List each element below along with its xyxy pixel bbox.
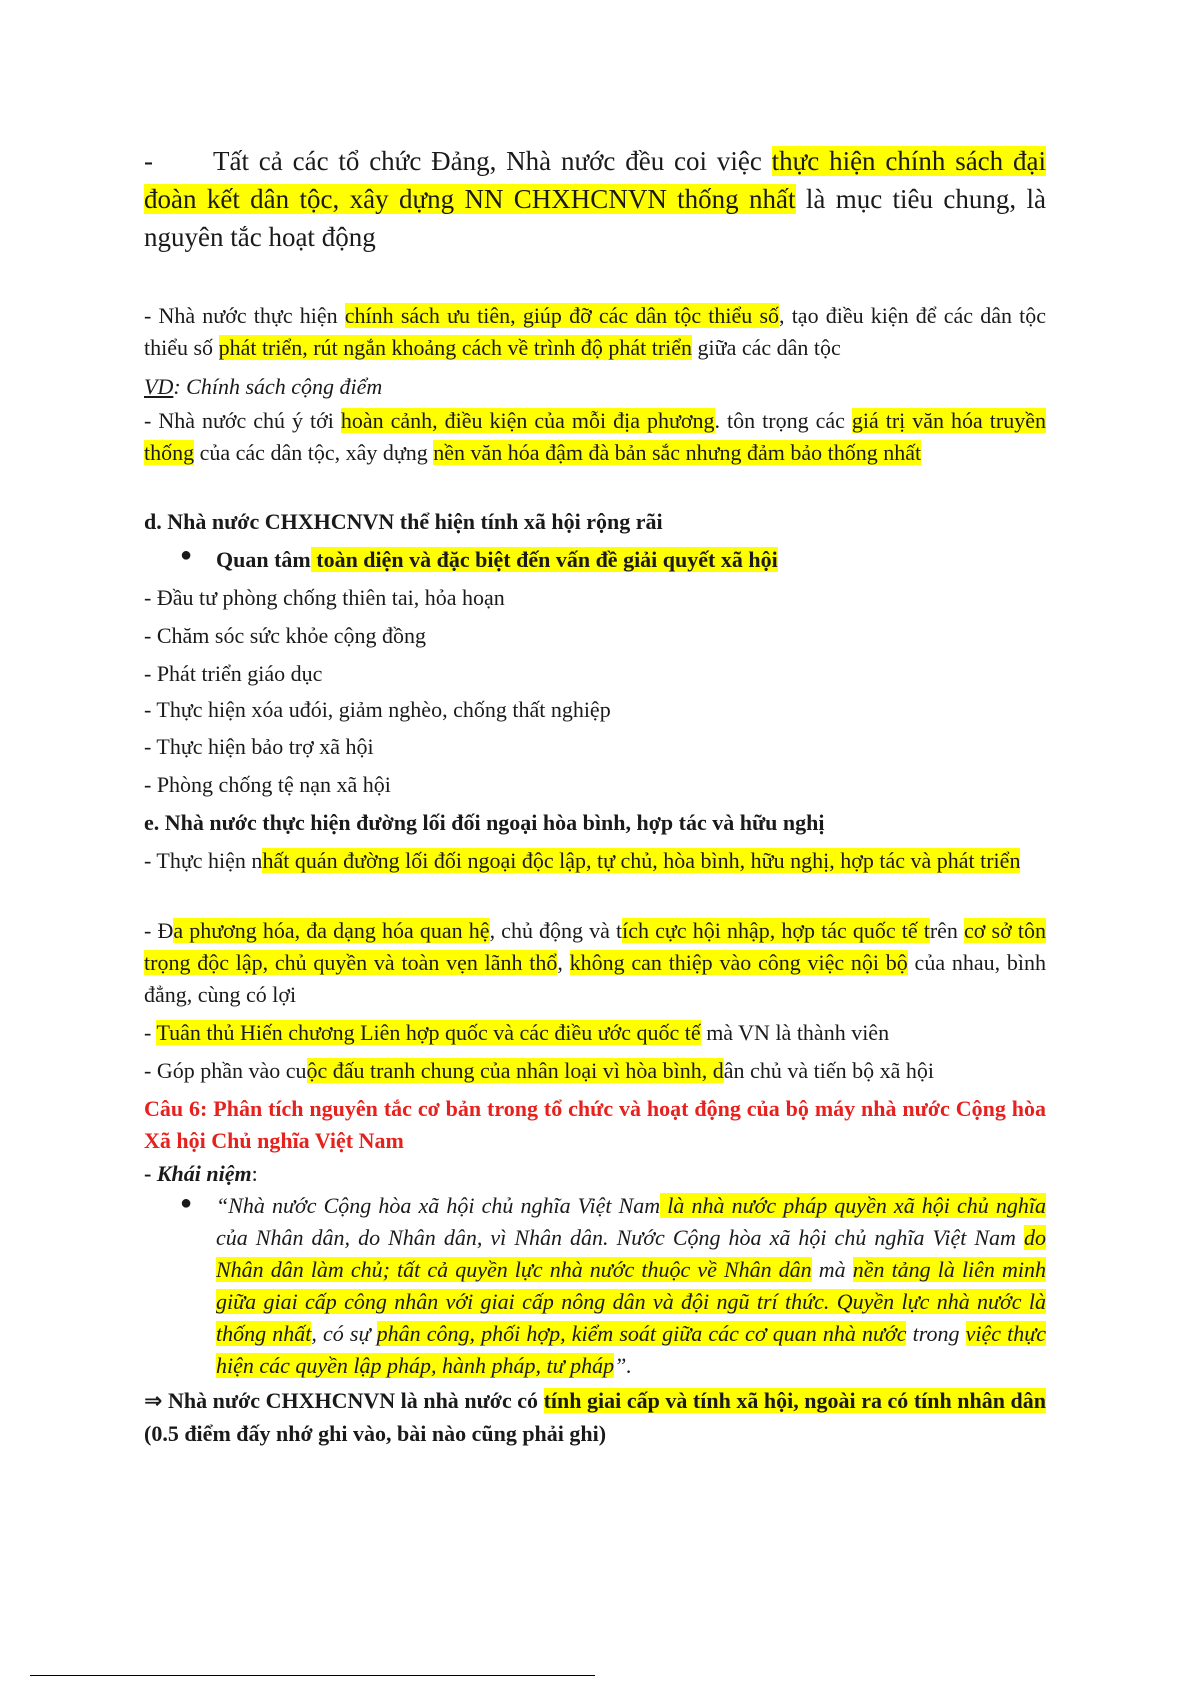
paragraph-un-charter: - Tuân thủ Hiến chương Liên hợp quốc và các điều ước quốc tế mà VN là thành viên [144,1020,890,1045]
concept-label: Khái niệm [156,1161,252,1186]
highlight: nền tảng là liên minh giữa giai cấp công nhân với giai cấp nông dân và đội ngũ trí thức. Quyền lực nhà nước là thống nhất [216,1257,1047,1346]
highlight: giá trị văn hóa truyền thống [144,408,1046,465]
concept-label-line: - Khái niệm: [144,1161,258,1186]
highlight: không can thiệp vào công việc nội bộ [569,950,908,975]
question-6-title: Câu 6: Phân tích nguyên tắc cơ bản trong tổ chức và hoạt động của bộ máy nhà nước Cộng hòa Xã hội Chủ nghĩa Việt Nam [144,1096,1046,1153]
example-line: VD: Chính sách cộng điểm [144,374,383,399]
paragraph-foreign-policy: - Thực hiện nhất quán đường lối đối ngoại độc lập, tự chủ, hòa bình, hữu nghị, hợp tác và phát triển [144,848,1021,873]
paragraph-local-culture: - Nhà nước chú ý tới hoàn cảnh, điều kiện của mỗi địa phương. tôn trọng các giá trị văn hóa truyền thống của các dân tộc, xây dựng nền văn hóa đậm đà bản sắc nhưng đảm bảo thống nhất [144,408,1046,465]
highlight: phát triển, rút ngắn khoảng cách về trình độ phát triển [218,335,693,360]
bullet-social-care: Quan tâm toàn diện và đặc biệt đến vấn đề giải quyết xã hội [216,547,778,572]
bullet-icon: ● [180,544,193,566]
highlight: là nhà nước pháp quyền xã hội chủ nghĩa [660,1193,1047,1218]
footer-divider [30,1675,595,1676]
list-item: - Chăm sóc sức khỏe cộng đồng [144,623,426,648]
highlight: Tuân thủ Hiến chương Liên hợp quốc và các điều ước quốc tế [156,1020,701,1045]
bullet-icon: ● [180,1192,193,1214]
list-item: - Phòng chống tệ nạn xã hội [144,772,391,797]
highlight: việc thực hiện các quyền lập pháp, hành pháp, tư pháp [216,1321,1047,1378]
highlight: nền văn hóa đậm đà bản sắc nhưng đảm bảo thống nhất [433,440,922,465]
highlight: phân công, phối hợp, kiểm soát giữa các cơ quan nhà nước [376,1321,907,1346]
paragraph-integration: - Đa phương hóa, đa dạng hóa quan hệ, chủ động và tích cực hội nhập, hợp tác quốc tế trên cơ sở tôn trọng độc lập, chủ quyền và toàn vẹn lãnh thổ, không can thiệp vào công việc nội bộ của nhau, bình đẳng, cùng có lợi [144,918,1046,1007]
highlight: ộc đấu tranh chung của nhân loại vì hòa bình, d [306,1058,724,1083]
paragraph-minority-policy: - Nhà nước thực hiện chính sách ưu tiên, giúp đỡ các dân tộc thiểu số, tạo điều kiện để các dân tộc thiểu số phát triển, rút ngắn khoảng cách về trình độ phát triển giữa các dân tộc [144,303,1046,360]
list-item: - Thực hiện xóa uđói, giảm nghèo, chống thất nghiệp [144,697,611,722]
list-item: - Đầu tư phòng chống thiên tai, hỏa hoạn [144,585,505,610]
heading-d: d. Nhà nước CHXHCNVN thể hiện tính xã hội rộng rãi [144,509,663,534]
implies-icon: ⇒ [144,1389,163,1414]
highlight: tính giai cấp và tính xã hội, ngoài ra có tính nhân dân [543,1388,1046,1413]
list-item: - Thực hiện bảo trợ xã hội [144,734,374,759]
dash: - [144,146,153,176]
paragraph-unity: - Tất cả các tổ chức Đảng, Nhà nước đều coi việc thực hiện chính sách đại đoàn kết dân tộc, xây dựng NN CHXHCNVN thống nhất là mục tiêu chung, là nguyên tắc hoạt động [144,146,1046,252]
highlight: hất quán đường lối đối ngoại độc lập, tự chủ, hòa bình, hữu nghị, hợp tác và phát triển [262,848,1021,873]
list-item: - Phát triển giáo dục [144,661,323,686]
highlight: hoàn cảnh, điều kiện của mỗi địa phương [340,408,715,433]
heading-e: e. Nhà nước thực hiện đường lối đối ngoại hòa bình, hợp tác và hữu nghị [144,810,825,835]
highlight: toàn diện và đặc biệt đến vấn đề giải quyết xã hội [310,547,778,572]
highlight: ích cực hội nhập, hợp tác quốc tế t [622,918,930,943]
highlight: thực hiện chính sách đại đoàn kết dân tộc, xây dựng NN CHXHCNVN thống nhất [144,146,1046,214]
conclusion: ⇒ Nhà nước CHXHCNVN là nhà nước có tính giai cấp và tính xã hội, ngoài ra có tính nhân dân (0.5 điểm đấy nhớ ghi vào, bài nào cũng phải ghi) [144,1388,1046,1446]
highlight: a phương hóa, đa dạng hóa quan hệ [173,918,490,943]
example-label: VD [144,374,174,399]
highlight: do Nhân dân làm chủ; tất cả quyền lực nhà nước thuộc về Nhân dân [216,1225,1046,1282]
constitution-quote: “Nhà nước Cộng hòa xã hội chủ nghĩa Việt Nam là nhà nước pháp quyền xã hội chủ nghĩa của Nhân dân, do Nhân dân, vì Nhân dân. Nước Cộng hòa xã hội chủ nghĩa Việt Nam do Nhân dân làm chủ; tất cả quyền lực nhà nước thuộc về Nhân dân mà nền tảng là liên minh giữa giai cấp công nhân với giai cấp nông dân và đội ngũ trí thức. Quyền lực nhà nước là thống nhất, có sự phân công, phối hợp, kiểm soát giữa các cơ quan nhà nước trong việc thực hiện các quyền lập pháp, hành pháp, tư pháp”. [216,1193,1047,1378]
highlight: cơ sở tôn trọng độc lập, chủ quyền và toàn vẹn lãnh thổ [144,918,1046,975]
paragraph-peace: - Góp phần vào cuộc đấu tranh chung của nhân loại vì hòa bình, dân chủ và tiến bộ xã hội [144,1058,934,1083]
highlight: chính sách ưu tiên, giúp đỡ các dân tộc thiểu số [344,303,780,328]
